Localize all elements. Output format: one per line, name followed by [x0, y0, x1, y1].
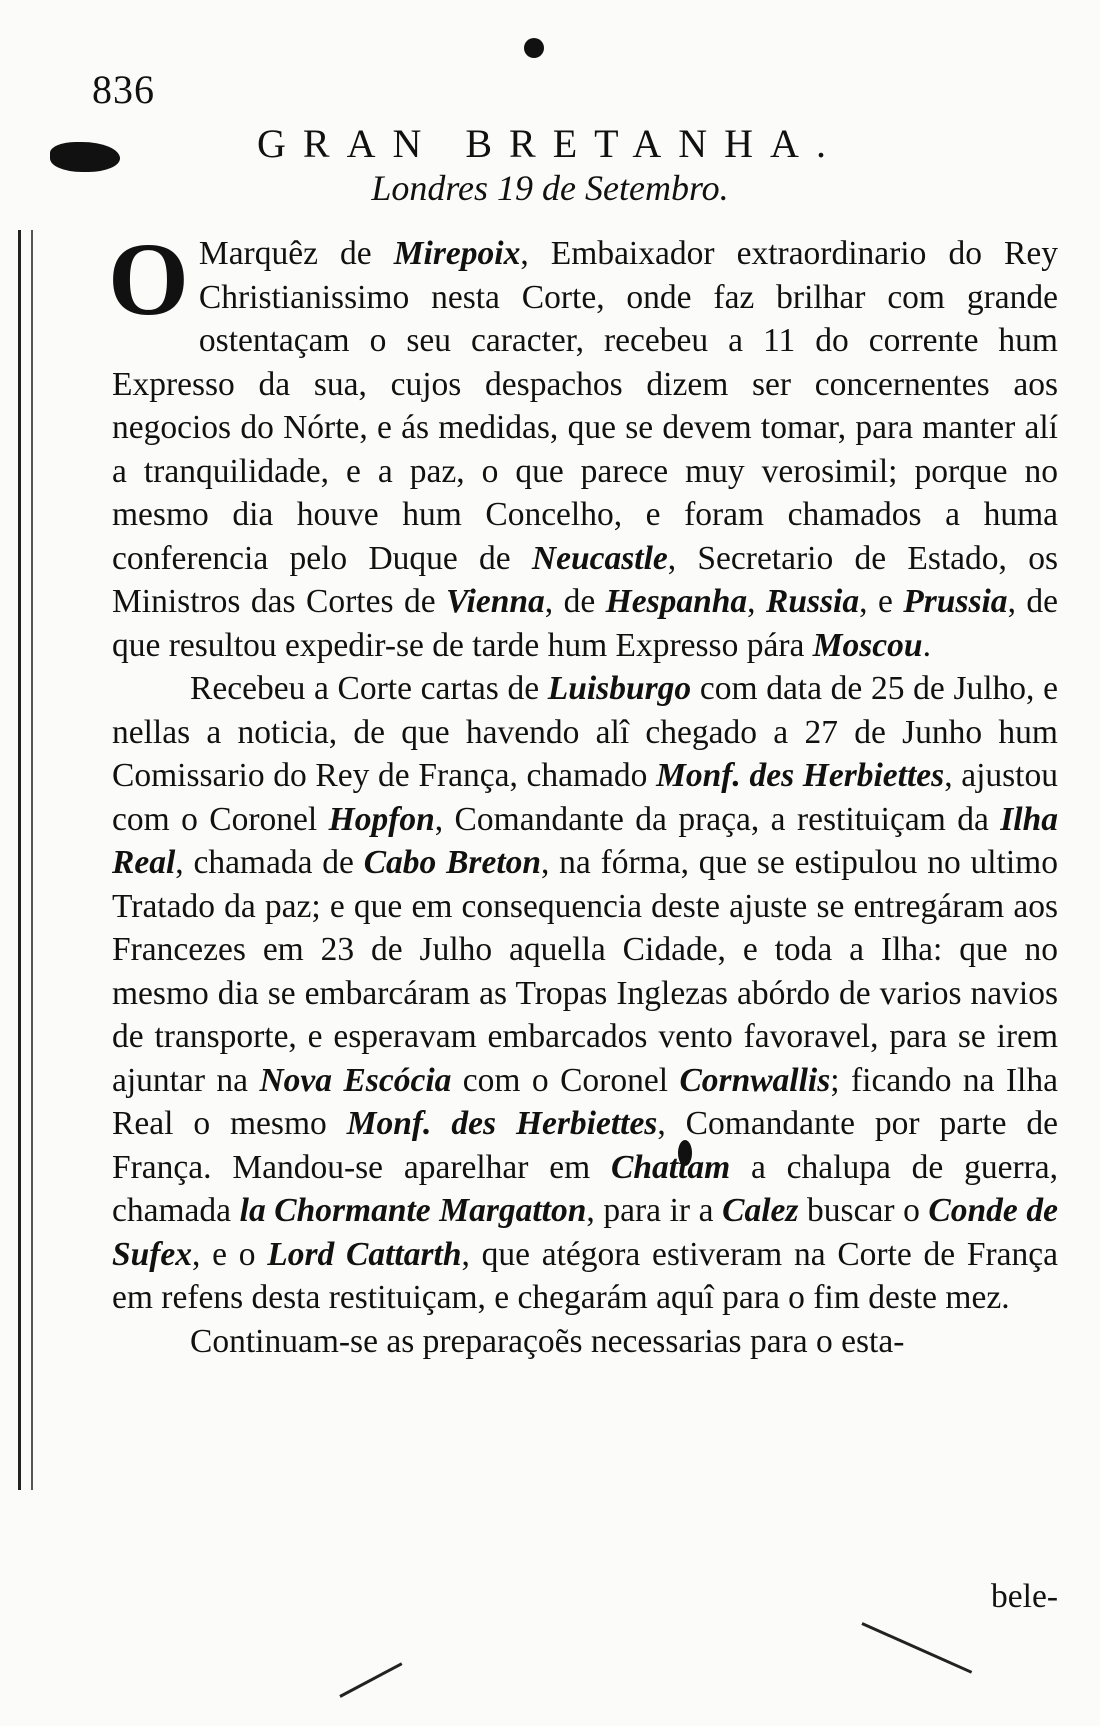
text-run: , que atégora estiveram na Corte de França em refens desta restituiçam, e chegarám aquî para o fim deste mez. — [112, 1235, 1059, 1316]
ink-stroke — [339, 1662, 402, 1698]
text-run: , e o — [192, 1235, 268, 1273]
text-run: , Comandante da praça, a restituiçam da — [434, 800, 1001, 838]
text-run: com data de 25 de Julho, e nellas a noticia, de que havendo alî chegado a 27 de Junho hum Comissario do Rey de França, chamado — [112, 670, 1058, 794]
proper-name: Nova Escócia — [259, 1061, 452, 1099]
paragraph-3 — [112, 1320, 1058, 1364]
section-title: GRAN BRETANHA. — [257, 121, 843, 166]
text-run: , ajustou com o Coronel — [112, 757, 1058, 838]
text-run: , e — [859, 583, 904, 620]
proper-name: Cornwallis — [679, 1061, 831, 1099]
proper-name: Mirepoix — [393, 235, 521, 272]
proper-name: Monf. des Herbiettes — [656, 757, 945, 794]
text-run: Continuam-se as preparaçoẽs necessarias para o esta- — [190, 1322, 905, 1360]
proper-name: Calez — [722, 1192, 799, 1229]
ink-blot — [524, 38, 544, 58]
proper-name: Neucastle — [531, 539, 668, 577]
ink-stroke — [861, 1622, 972, 1674]
proper-name: Moscou — [812, 626, 923, 664]
text-run: Recebeu a Corte cartas de — [190, 670, 548, 707]
text-run: , Comandante por parte de França. Mandou-se aparelhar em — [112, 1105, 1059, 1186]
text-run: , Secretario de Estado, os Ministros das Cortes de — [112, 539, 1058, 620]
article-body — [108, 222, 1059, 1363]
text-run: , de que resultou expedir-se de tarde hum Expresso pára — [112, 583, 1059, 664]
proper-name: la Chormante Margatton — [239, 1192, 587, 1229]
text-run: Marquêz de — [198, 235, 394, 272]
text-run: , de — [544, 583, 606, 620]
text-run: buscar o — [798, 1192, 929, 1229]
text-run: , chamada de — [175, 844, 364, 881]
proper-name: Vienna — [446, 583, 545, 620]
text-run: , Embaixador extraordinario do Rey Christianissimo nesta Corte, onde faz brilhar com grande ostentaçam o seu caracter, recebeu a 11 do corrente hum Expresso da sua, cujos despachos dizem ser concernentes aos negocios do Nórte, e ás medidas, que se devem tomar, para manter alí a tranquilidade, e a paz, o que parece muy verosimil; porque no mesmo dia houve hum Concelho, e foram chamados a huma conferencia pelo Duque de — [112, 235, 1058, 577]
drop-cap: O — [108, 222, 189, 337]
paragraph-1 — [108, 222, 1059, 667]
proper-name: Prussia — [903, 583, 1008, 620]
proper-name: Conde de Sufex — [112, 1192, 1058, 1273]
page-number: 836 — [92, 67, 155, 112]
catchword: bele- — [991, 1578, 1058, 1615]
proper-name: Russia — [766, 583, 860, 620]
proper-name: Cabo Breton — [363, 844, 542, 881]
text-run: ; ficando na Ilha Real o mesmo — [112, 1061, 1058, 1142]
text-run: , para ir a — [586, 1192, 723, 1229]
margin-rule — [18, 230, 33, 1490]
proper-name: Lord Cattarth — [267, 1235, 462, 1273]
proper-name: Hespanha — [605, 583, 748, 620]
proper-name: Ilha Real — [112, 800, 1058, 881]
text-run: . — [922, 626, 931, 664]
text-run: , na fórma, que se estipulou no ultimo Tratado da paz; e que em consequencia deste ajuste se entregáram aos Francezes em 23 de Julho aquella Cidade, e toda a Ilha: que no mesmo dia se embarcáram as Tropas Inglezas abórdo de varios navios de transporte, e esperavam embarcados vento favoravel, para se irem ajuntar na — [112, 844, 1058, 1099]
text-run: com o Coronel — [451, 1061, 680, 1099]
text-run: , — [747, 583, 766, 620]
proper-name: Monf. des Herbiettes — [346, 1105, 658, 1142]
text-run: a chalupa de guerra, chamada — [112, 1148, 1058, 1229]
paragraph-2 — [112, 667, 1058, 1320]
proper-name: Chattam — [611, 1148, 731, 1186]
proper-name: Hopfon — [328, 800, 435, 838]
proper-name: Luisburgo — [547, 670, 692, 707]
dateline: Londres 19 de Setembro. — [371, 168, 729, 208]
